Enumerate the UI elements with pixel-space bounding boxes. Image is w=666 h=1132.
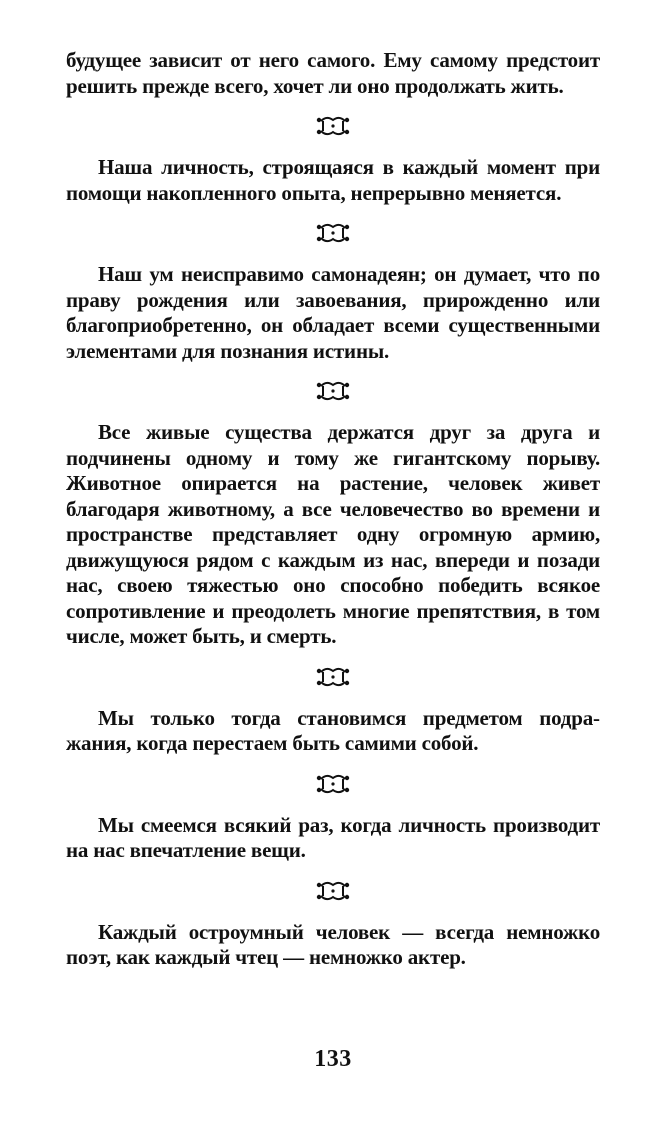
section-divider (66, 216, 600, 250)
fleuron-divider-icon (316, 773, 350, 795)
paragraph-living-beings: Все живые существа держатся друг за друга и подчинены одному и тому же гигантскому порыву. Животное опирается на растение, человек живет благодаря животному, а все человечество во времени и пространстве представляет одну огромную армию, движущуюся рядом с каждым из нас, впереди и позади нас, своею тяжестью оно способно победить всякое сопротивление и преодолеть многие препятствия, в том числе, может быть, и смерть. (66, 420, 600, 648)
paragraph-personality: Наша личность, строящаяся в каждый момент при помощи накопленного опыта, непрерывно меняется. (66, 155, 600, 205)
section-divider (66, 374, 600, 408)
paragraph-continuation: будущее зависит от него самого. Ему самому предстоит решить прежде всего, хочет ли оно продолжать жить. (66, 48, 600, 98)
section-divider (66, 874, 600, 908)
fleuron-divider-icon (316, 222, 350, 244)
paragraph-imitation: Мы только тогда становимся предметом подражания, когда перестаем быть самими собой. (66, 705, 600, 755)
section-divider (66, 660, 600, 694)
fleuron-divider-icon (316, 880, 350, 902)
paragraph-laughter: Мы смеемся всякий раз, когда личность производит на нас впечатление вещи. (66, 812, 600, 862)
page-number: 133 (314, 1046, 352, 1072)
fleuron-divider-icon (316, 380, 350, 402)
section-divider (66, 767, 600, 801)
section-divider (66, 109, 600, 143)
paragraph-mind: Наш ум неисправимо самонадеян; он думает, что по праву рождения или завоевания, прирожденно или благоприобретенно, он обладает всеми существенными элементами для познания истины. (66, 262, 600, 363)
book-page-body (66, 48, 600, 971)
fleuron-divider-icon (316, 115, 350, 137)
paragraph-wit: Каждый остроумный человек — всегда немножко поэт, как каждый чтец — немножко актер. (66, 919, 600, 969)
fleuron-divider-icon (316, 666, 350, 688)
